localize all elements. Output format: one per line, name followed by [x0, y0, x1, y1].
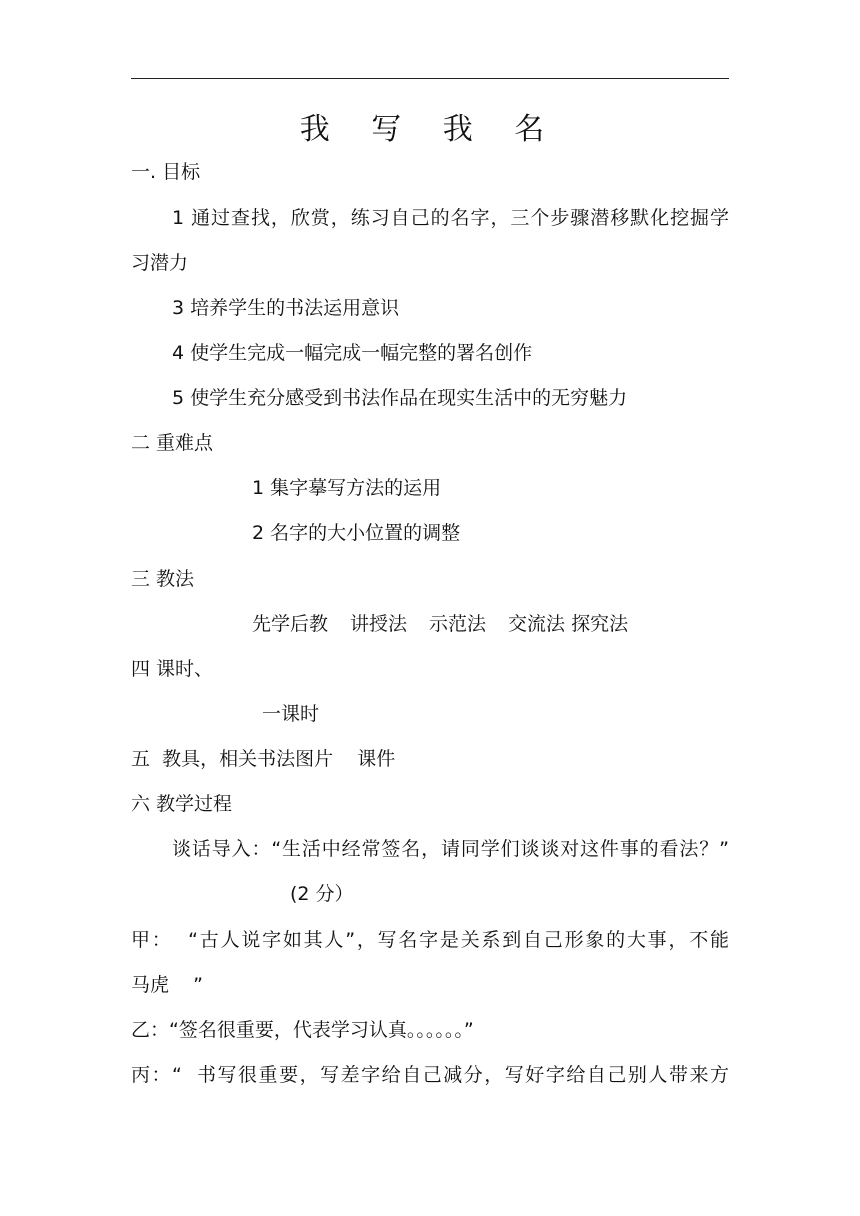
process-heading: 六 教学过程	[131, 793, 233, 815]
goal-1-line2: 习潜力	[131, 252, 189, 274]
key-1: 1 集字摹写方法的运用	[252, 477, 442, 499]
goal-4: 4 使学生完成一幅完成一幅完整的署名创作	[172, 342, 533, 364]
yi-line: 乙：“签名很重要，代表学习认真。。。。。。”	[131, 1019, 474, 1041]
jia-line1: 甲： “古人说字如其人”，写名字是关系到自己形象的大事，不能	[131, 929, 729, 951]
intro-score: (2 分）	[290, 883, 354, 905]
period-heading: 四 课时、	[131, 658, 214, 680]
method-item: 交流法	[508, 613, 566, 635]
key-2: 2 名字的大小位置的调整	[252, 522, 461, 544]
key-heading: 二 重难点	[131, 432, 214, 454]
tools-line: 五 教具，相关书法图片 课件	[131, 748, 396, 770]
period-value: 一课时	[262, 703, 320, 725]
method-item: 先学后教	[252, 613, 329, 635]
header-rule	[131, 78, 729, 79]
bing-line: 丙：“ 书写很重要，写差字给自己减分，写好字给自己别人带来方	[131, 1064, 729, 1086]
method-heading: 三 教法	[131, 568, 195, 590]
jia-line2: 马虎 ”	[131, 974, 204, 996]
method-item: 示范法	[429, 613, 487, 635]
goal-3: 3 培养学生的书法运用意识	[172, 297, 400, 319]
goal-1-line1: 1 通过查找，欣赏，练习自己的名字，三个步骤潜移默化挖掘学	[172, 207, 729, 229]
goal-5: 5 使学生充分感受到书法作品在现实生活中的无穷魅力	[172, 387, 628, 409]
document-title: 我 写 我 名	[299, 112, 561, 147]
method-item: 讲授法	[350, 613, 408, 635]
intro-line: 谈话导入：“生活中经常签名，请同学们谈谈对这件事的看法？”	[172, 838, 729, 860]
method-list	[252, 611, 628, 637]
goal-heading: 一. 目标	[131, 161, 201, 183]
method-item: 探究法	[571, 613, 629, 635]
